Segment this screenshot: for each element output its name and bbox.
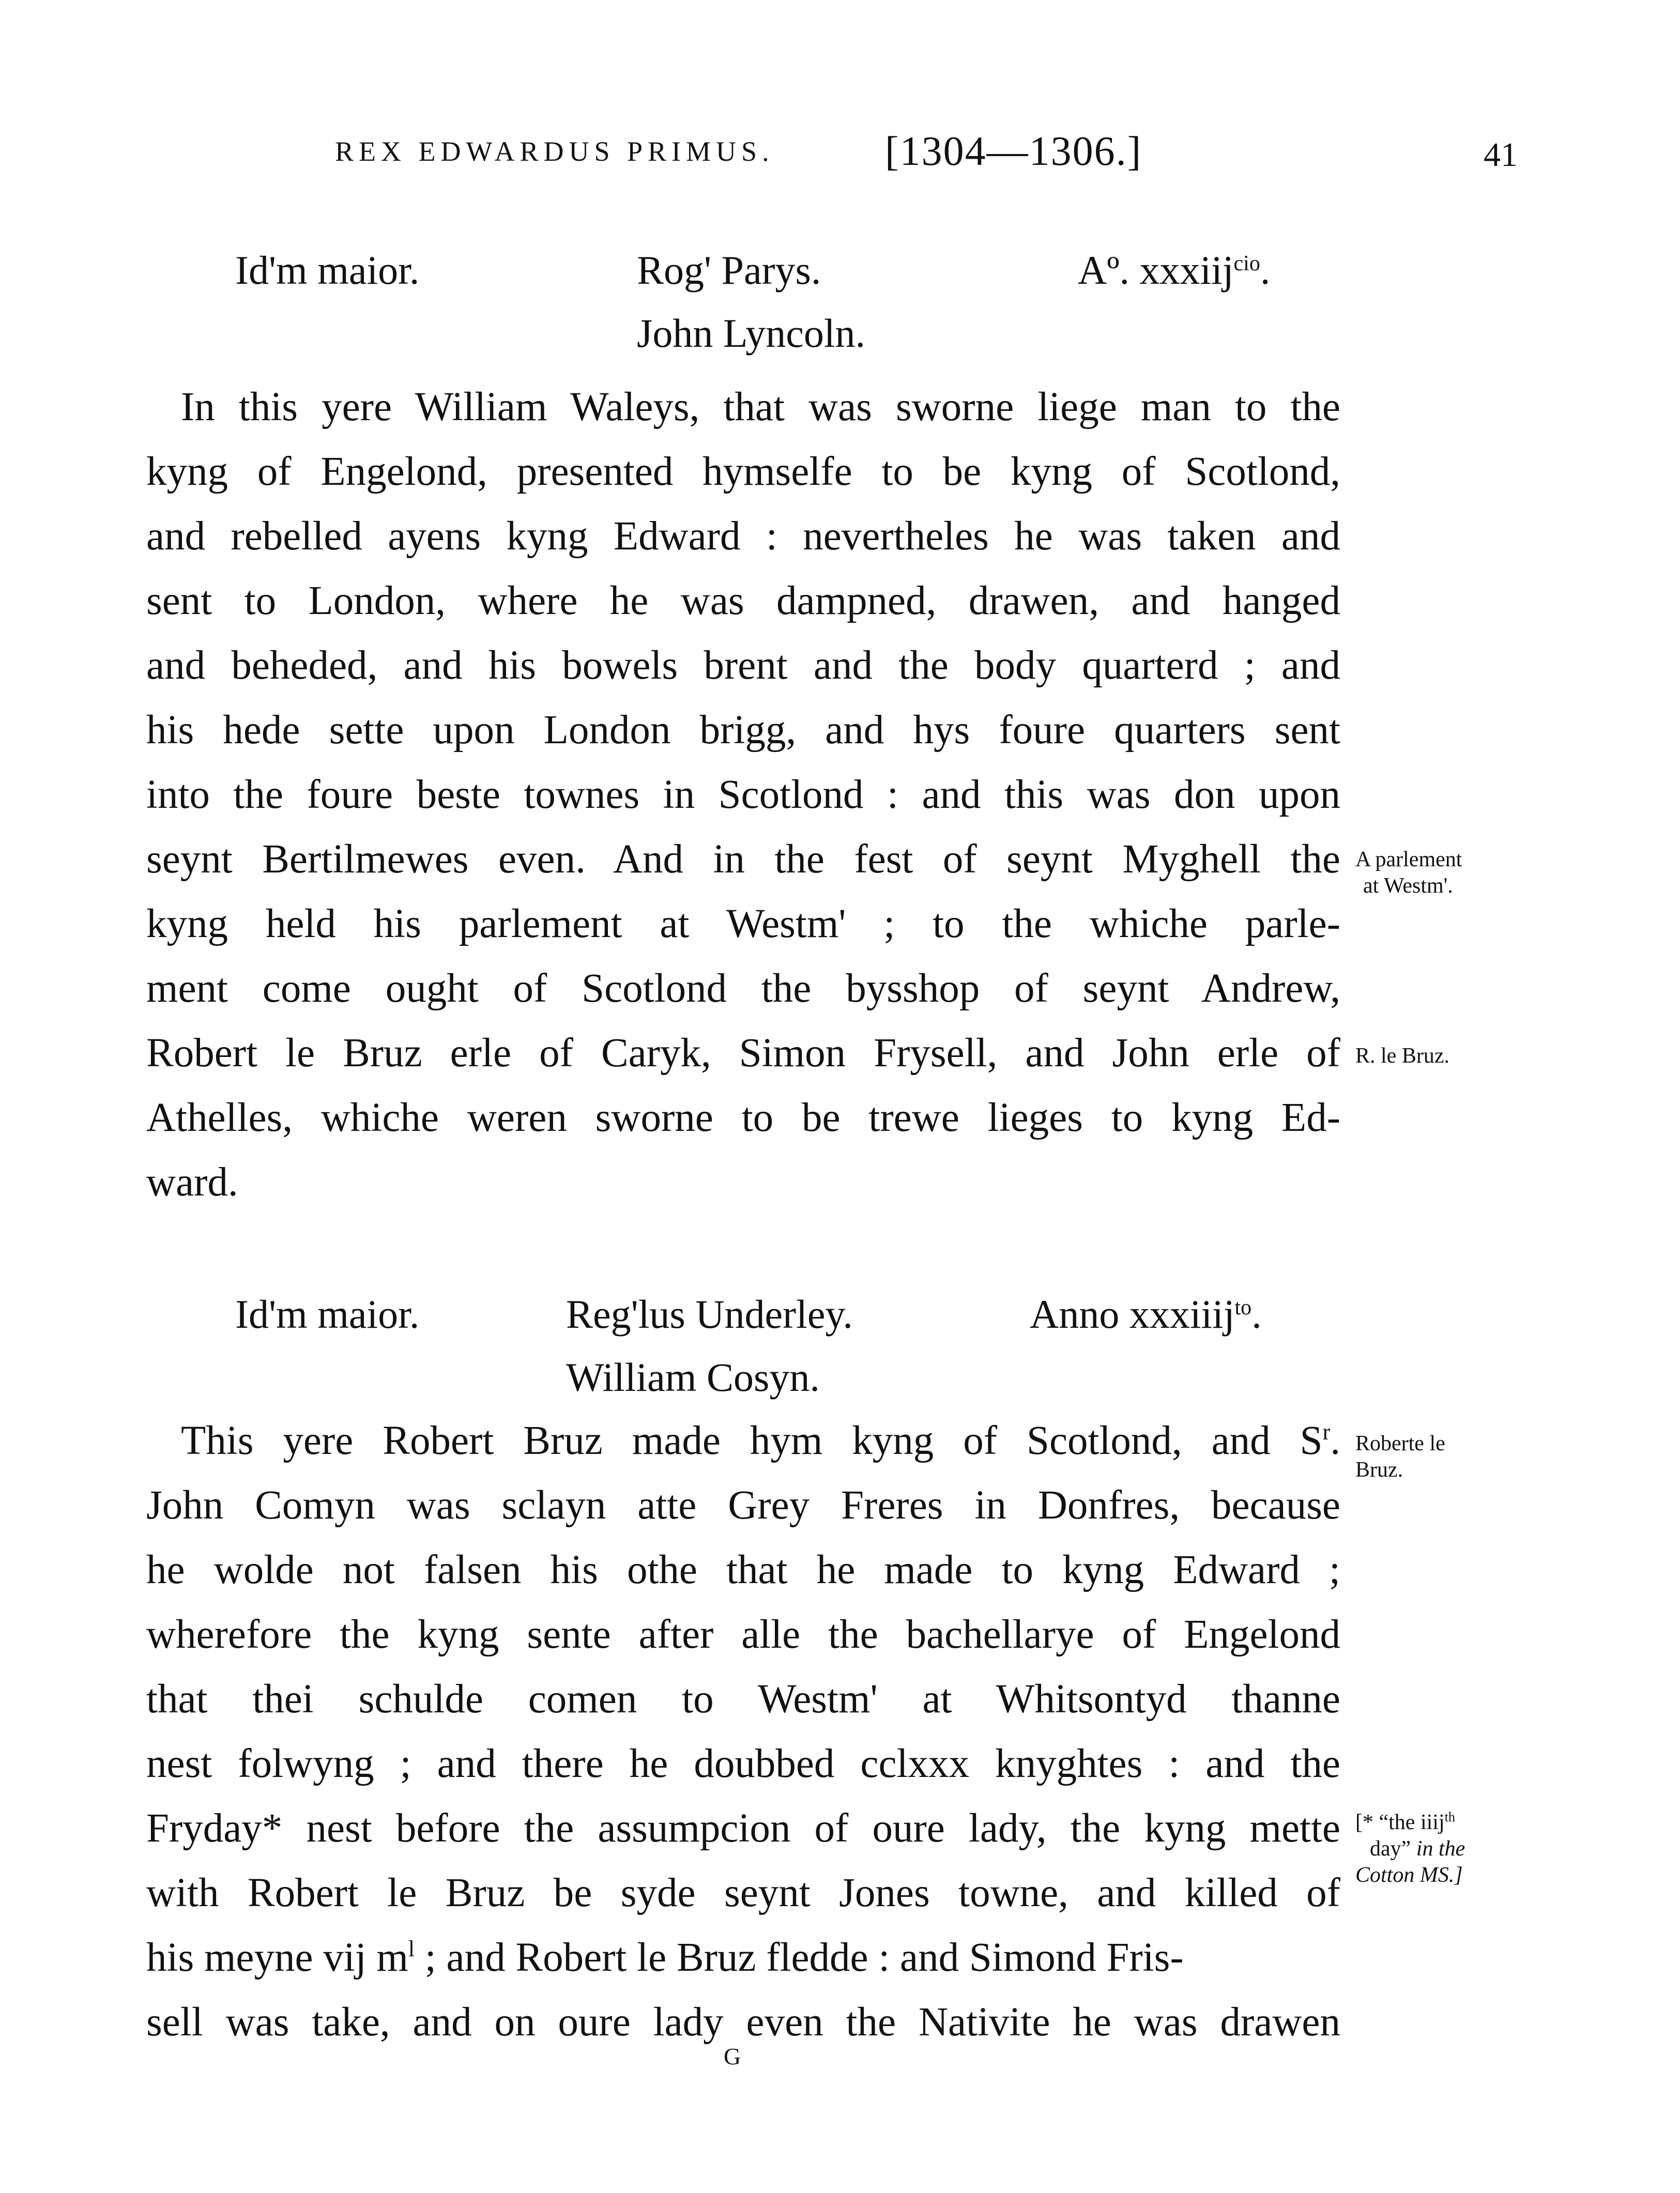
marginal-note-text: [* “the iiij [1355, 1811, 1445, 1834]
entry-2-line-end: . [1330, 1418, 1340, 1463]
marginal-note-parlement [1355, 847, 1462, 899]
entry-2-line-text: his meyne vij m [146, 1935, 408, 1980]
entry-2-year-text: Anno xxxiiij [1030, 1292, 1235, 1337]
entry-2-year [1030, 1291, 1262, 1338]
entry-1-year-sup: cio [1233, 252, 1260, 275]
entry-1-line: ward. [146, 1160, 238, 1205]
marginal-note-line: at Westm'. [1363, 874, 1453, 898]
signature-mark: G [724, 2043, 741, 2069]
running-head-dates: [1304—1306.] [885, 129, 1142, 174]
entry-1-year-end: . [1260, 248, 1271, 293]
marginal-footnote [1355, 1809, 1465, 1889]
entry-2-line: John Comyn was sclayn atte Grey Freres in Donfres, because [146, 1483, 1340, 1528]
marginal-note-line: Cotton MS.] [1355, 1863, 1463, 1888]
entry-2-year-sup: to [1234, 1296, 1252, 1320]
entry-1-line: his hede sette upon London brigg, and hys foure quarters sent [146, 708, 1340, 753]
marginal-note-line: A parlement [1355, 848, 1462, 871]
entry-1-line: In this yere William Waleys, that was sworne liege man to the [181, 385, 1340, 430]
entry-2-sheriff-2: William Cosyn. [566, 1355, 820, 1400]
entry-2-line-sup: r [1322, 1419, 1331, 1445]
entry-2-line: he wolde not falsen his othe that he made to kyng Edward ; [146, 1547, 1340, 1592]
marginal-note-bruz: R. le Bruz. [1355, 1044, 1449, 1068]
entry-2-line: wherefore the kyng sente after alle the bachellarye of Engelond [146, 1612, 1340, 1657]
entry-1-sheriff-1: Rog' Parys. [637, 248, 821, 293]
entry-1-line: seynt Bertilmewes even. And in the fest of seynt Myghell the [146, 837, 1340, 882]
entry-2-line-end: ; and Robert le Bruz fledde : and Simond Fris- [424, 1935, 1184, 1980]
entry-2-sheriff-1: Reg'lus Underley. [566, 1292, 853, 1337]
entry-2-line-text: This yere Robert Bruz made hym kyng of Scotlond, and S [181, 1418, 1323, 1463]
entry-1-year-text: Aº. xxxiij [1078, 248, 1234, 293]
marginal-note-line [1355, 1836, 1465, 1862]
marginal-note-text: day” [1370, 1837, 1416, 1861]
entry-1-line: into the foure beste townes in Scotlond : and this was don upon [146, 772, 1340, 817]
entry-2-line [181, 1420, 1340, 1461]
running-head-title: REX EDWARDUS PRIMUS. [335, 136, 774, 167]
entry-2-year-end: . [1251, 1292, 1262, 1337]
marginal-note-sup: th [1444, 1809, 1455, 1824]
entry-2-line: that thei schulde comen to Westm' at Whitsontyd thanne [146, 1677, 1340, 1722]
entry-1-line: kyng held his parlement at Westm' ; to the whiche parle- [146, 901, 1340, 946]
marginal-note-line: Bruz. [1355, 1458, 1403, 1482]
entry-1-line: Robert le Bruz erle of Caryk, Simon Frysell, and John erle of [146, 1031, 1340, 1076]
marginal-note-line [1355, 1809, 1465, 1836]
entry-2-line: nest folwyng ; and there he doubbed cclxxx knyghtes : and the [146, 1741, 1340, 1786]
entry-2-mayor: Id'm maior. [235, 1292, 420, 1337]
entry-1-year [1078, 247, 1270, 294]
entry-1-line: ment come ought of Scotlond the bysshop of seynt Andrew, [146, 966, 1340, 1011]
entry-1-line: Athelles, whiche weren sworne to be trewe lieges to kyng Ed- [146, 1095, 1340, 1140]
entry-1-line: and beheded, and his bowels brent and the body quarterd ; and [146, 643, 1340, 688]
entry-1-mayor: Id'm maior. [235, 248, 420, 293]
entry-1-line: and rebelled ayens kyng Edward : nevertheles he was taken and [146, 514, 1340, 559]
marginal-note-roberte-le-bruz [1355, 1431, 1445, 1483]
entry-2-line: with Robert le Bruz be syde seynt Jones towne, and killed of [146, 1870, 1340, 1915]
entry-2-line: sell was take, and on oure lady even the Nativite he was drawen [146, 2000, 1340, 2045]
entry-1-line: sent to London, where he was dampned, drawen, and hanged [146, 578, 1340, 623]
marginal-note-italic: in the [1416, 1837, 1465, 1861]
entry-2-line [146, 1937, 1184, 1978]
entry-2-line-sup: l [408, 1936, 415, 1961]
entry-2-line: Fryday* nest before the assumpcion of oure lady, the kyng mette [146, 1806, 1340, 1851]
marginal-note-line: Roberte le [1355, 1432, 1445, 1455]
entry-1-line: kyng of Engelond, presented hymselfe to be kyng of Scotlond, [146, 449, 1340, 494]
page-number: 41 [1484, 136, 1518, 174]
entry-1-sheriff-2: John Lyncoln. [637, 311, 865, 356]
